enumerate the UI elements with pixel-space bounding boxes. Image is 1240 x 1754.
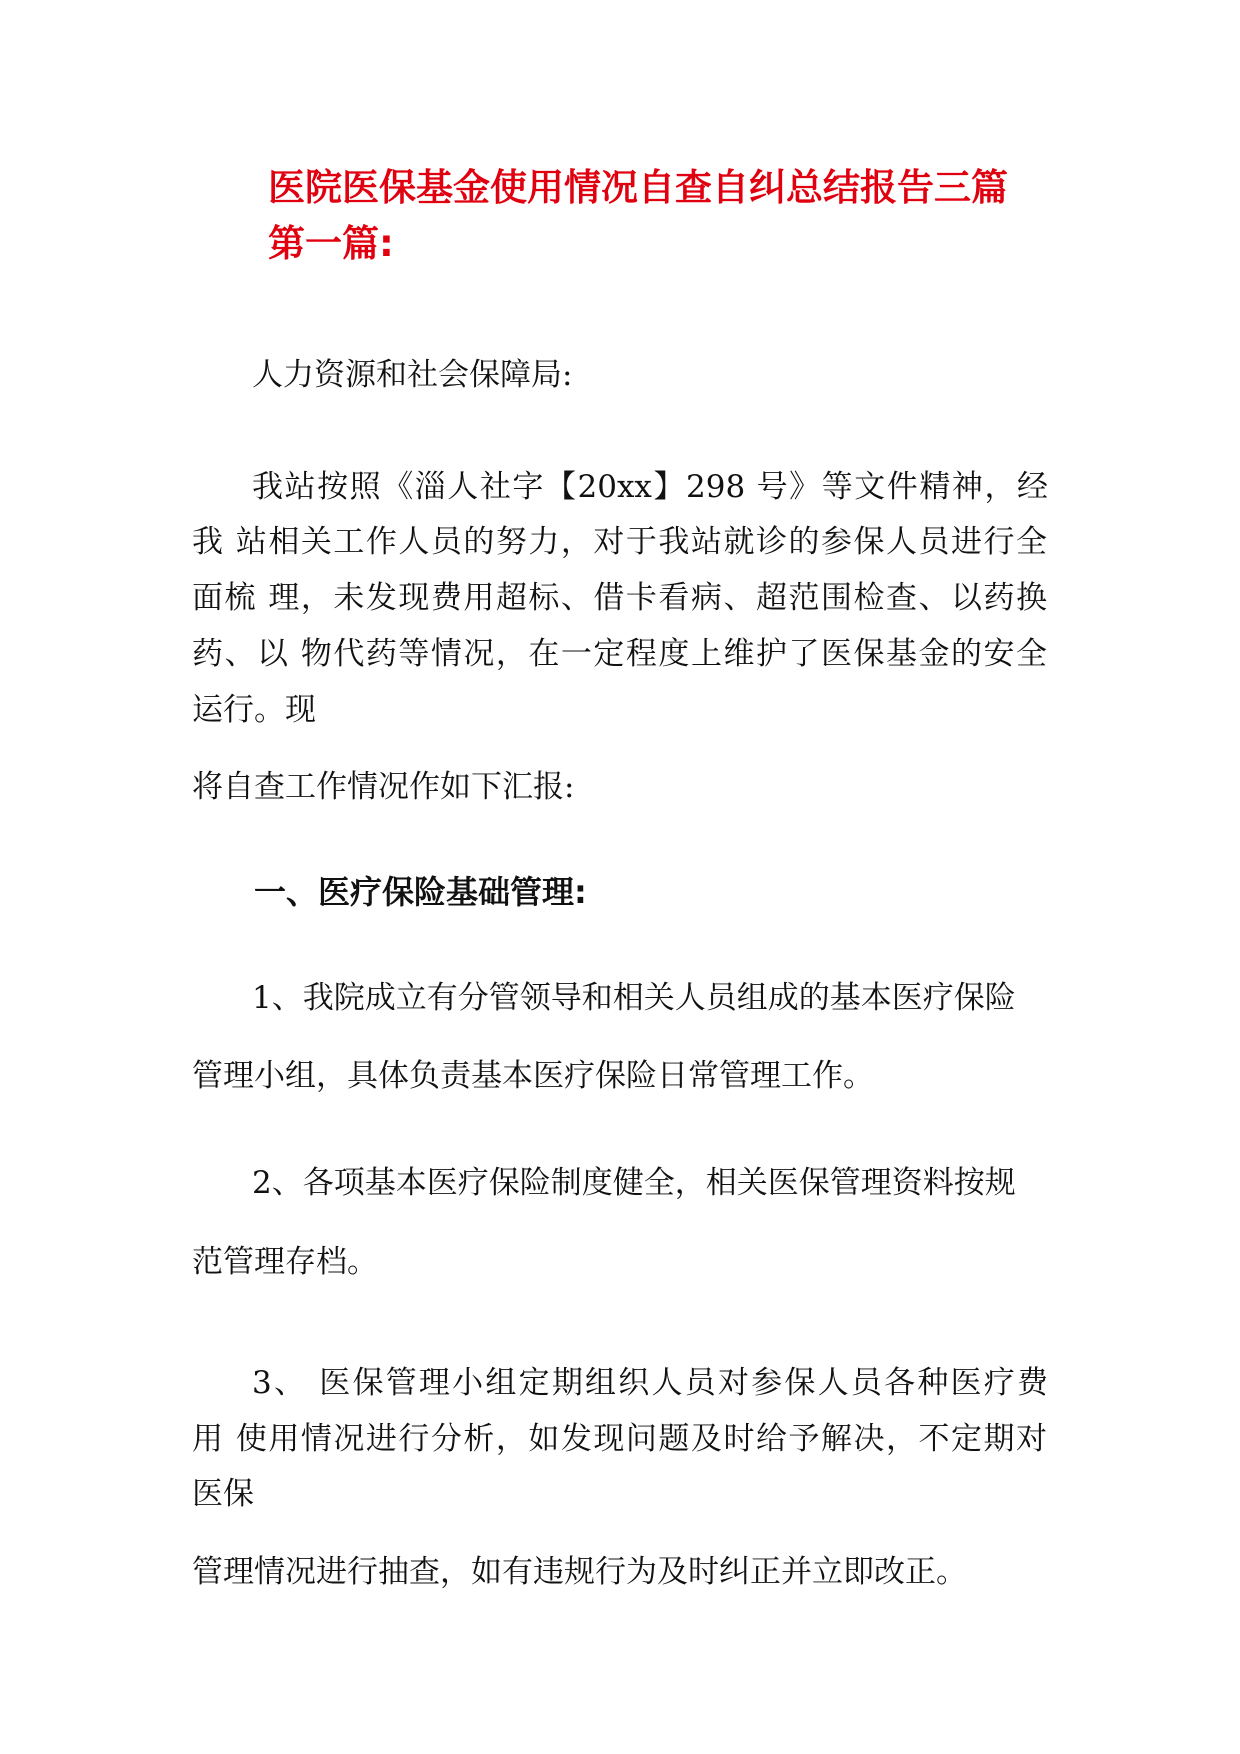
item-1-line-2: 管理小组，具体负责基本医疗保险日常管理工作。 <box>192 1058 874 1094</box>
intro-line-4: 药、以 物代药等情况，在一定程度上维护了医保基金的安全 <box>192 636 1047 672</box>
item-3-line-2: 用 使用情况进行分析，如发现问题及时给予解决，不定期对 <box>192 1421 1047 1457</box>
item-3-line-3: 医保 <box>192 1476 254 1512</box>
intro-line-5: 运行。现 <box>192 692 316 728</box>
salutation: 人力资源和社会保障局: <box>252 357 573 393</box>
intro-line-1: 我站按照《淄人社字【20xx】298 号》等文件精神，经 <box>252 469 1048 505</box>
section-1-heading: 一、医疗保险基础管理: <box>254 873 587 911</box>
item-2-line-1: 2、各项基本医疗保险制度健全，相关医保管理资料按规 <box>252 1165 1016 1201</box>
intro-line-3: 面梳 理，未发现费用超标、借卡看病、超范围检查、以药换 <box>192 580 1047 616</box>
item-1-line-1: 1、我院成立有分管领导和相关人员组成的基本医疗保险 <box>252 980 1016 1016</box>
item-2-line-2: 范管理存档。 <box>192 1244 378 1280</box>
item-3-line-4: 管理情况进行抽查，如有违规行为及时纠正并立即改正。 <box>192 1554 967 1590</box>
document-title: 医院医保基金使用情况自查自纠总结报告三篇 <box>268 166 1008 209</box>
item-3-line-1: 3、 医保管理小组定期组织人员对参保人员各种医疗费 <box>252 1365 1048 1401</box>
intro-line-2: 我 站相关工作人员的努力，对于我站就诊的参保人员进行全 <box>192 524 1047 560</box>
document-subtitle: 第一篇: <box>268 222 394 265</box>
intro-line-6: 将自查工作情况作如下汇报: <box>192 769 575 805</box>
